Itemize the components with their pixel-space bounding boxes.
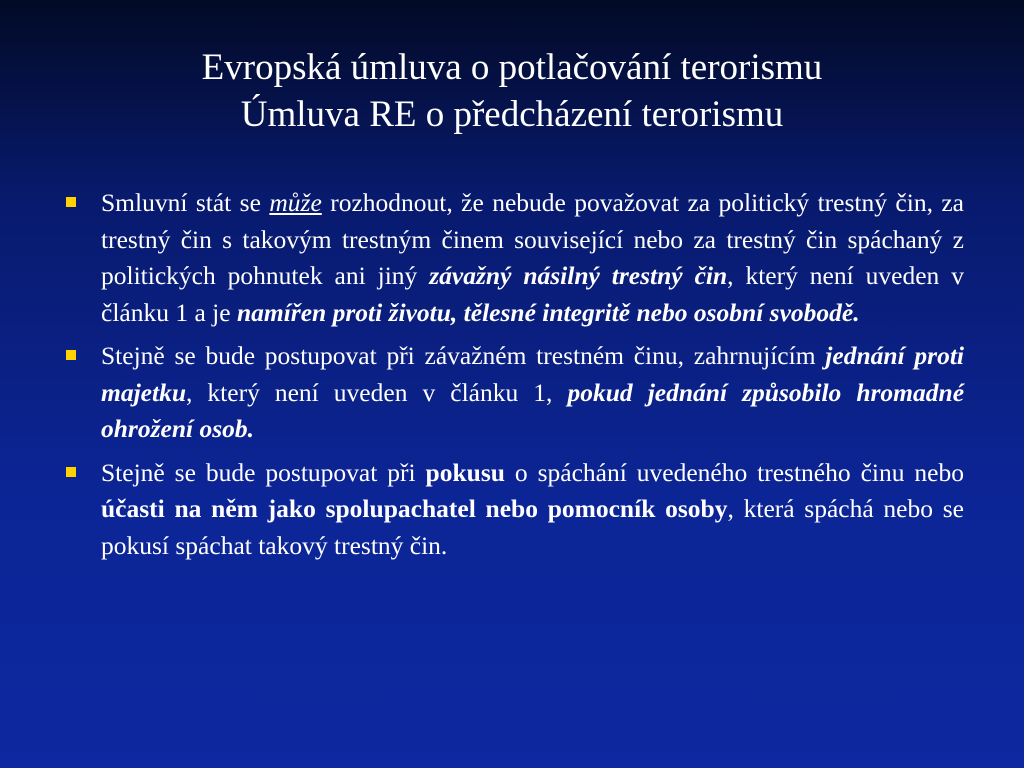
emphasis-underlined: může xyxy=(269,188,322,217)
text-run: Stejně se bude postupovat při závažném trestném činu, zahrnujícím xyxy=(101,341,826,370)
square-bullet-icon xyxy=(66,350,76,360)
emphasis-bold-italic: jednání proti majetku xyxy=(101,341,964,407)
bullet-item xyxy=(66,185,964,331)
bullet-item xyxy=(66,455,964,565)
text-run: , která spáchá nebo se pokusí spáchat takový trestný čin. xyxy=(101,494,964,560)
text-run: Smluvní stát se xyxy=(101,188,270,217)
title-line-1: Evropská úmluva o potlačování terorismu xyxy=(201,47,823,88)
emphasis-bold-italic: závažný násilný trestný čin xyxy=(429,261,728,290)
bullet-list xyxy=(66,185,964,571)
slide-title xyxy=(40,44,984,138)
emphasis-bold: účasti na něm jako spolupachatel nebo pomocník osoby xyxy=(101,494,728,523)
text-run: Stejně se bude postupovat při xyxy=(101,457,426,487)
text-run: , který není uveden v článku 1 a je xyxy=(101,261,964,327)
bullet-item xyxy=(66,338,964,448)
emphasis-bold: pokusu xyxy=(425,457,505,487)
text-run: rozhodnout, že nebude považovat za politický trestný čin, za trestný čin s takovým trestným činem související nebo za trestný čin spáchaný z politických pohnutek ani jiný xyxy=(101,188,964,290)
square-bullet-icon xyxy=(66,467,76,477)
emphasis-bold-italic: pokud jednání způsobilo hromadné ohrožení osob. xyxy=(101,377,965,443)
text-run: o spáchání uvedeného trestného činu nebo xyxy=(504,457,964,487)
title-line-2: Úmluva RE o předcházení terorismu xyxy=(240,94,784,135)
text-run: , který není uveden v článku 1, xyxy=(186,377,568,407)
emphasis-bold-italic: namířen proti životu, tělesné integritě nebo osobní svobodě. xyxy=(236,297,860,327)
square-bullet-icon xyxy=(66,197,76,207)
